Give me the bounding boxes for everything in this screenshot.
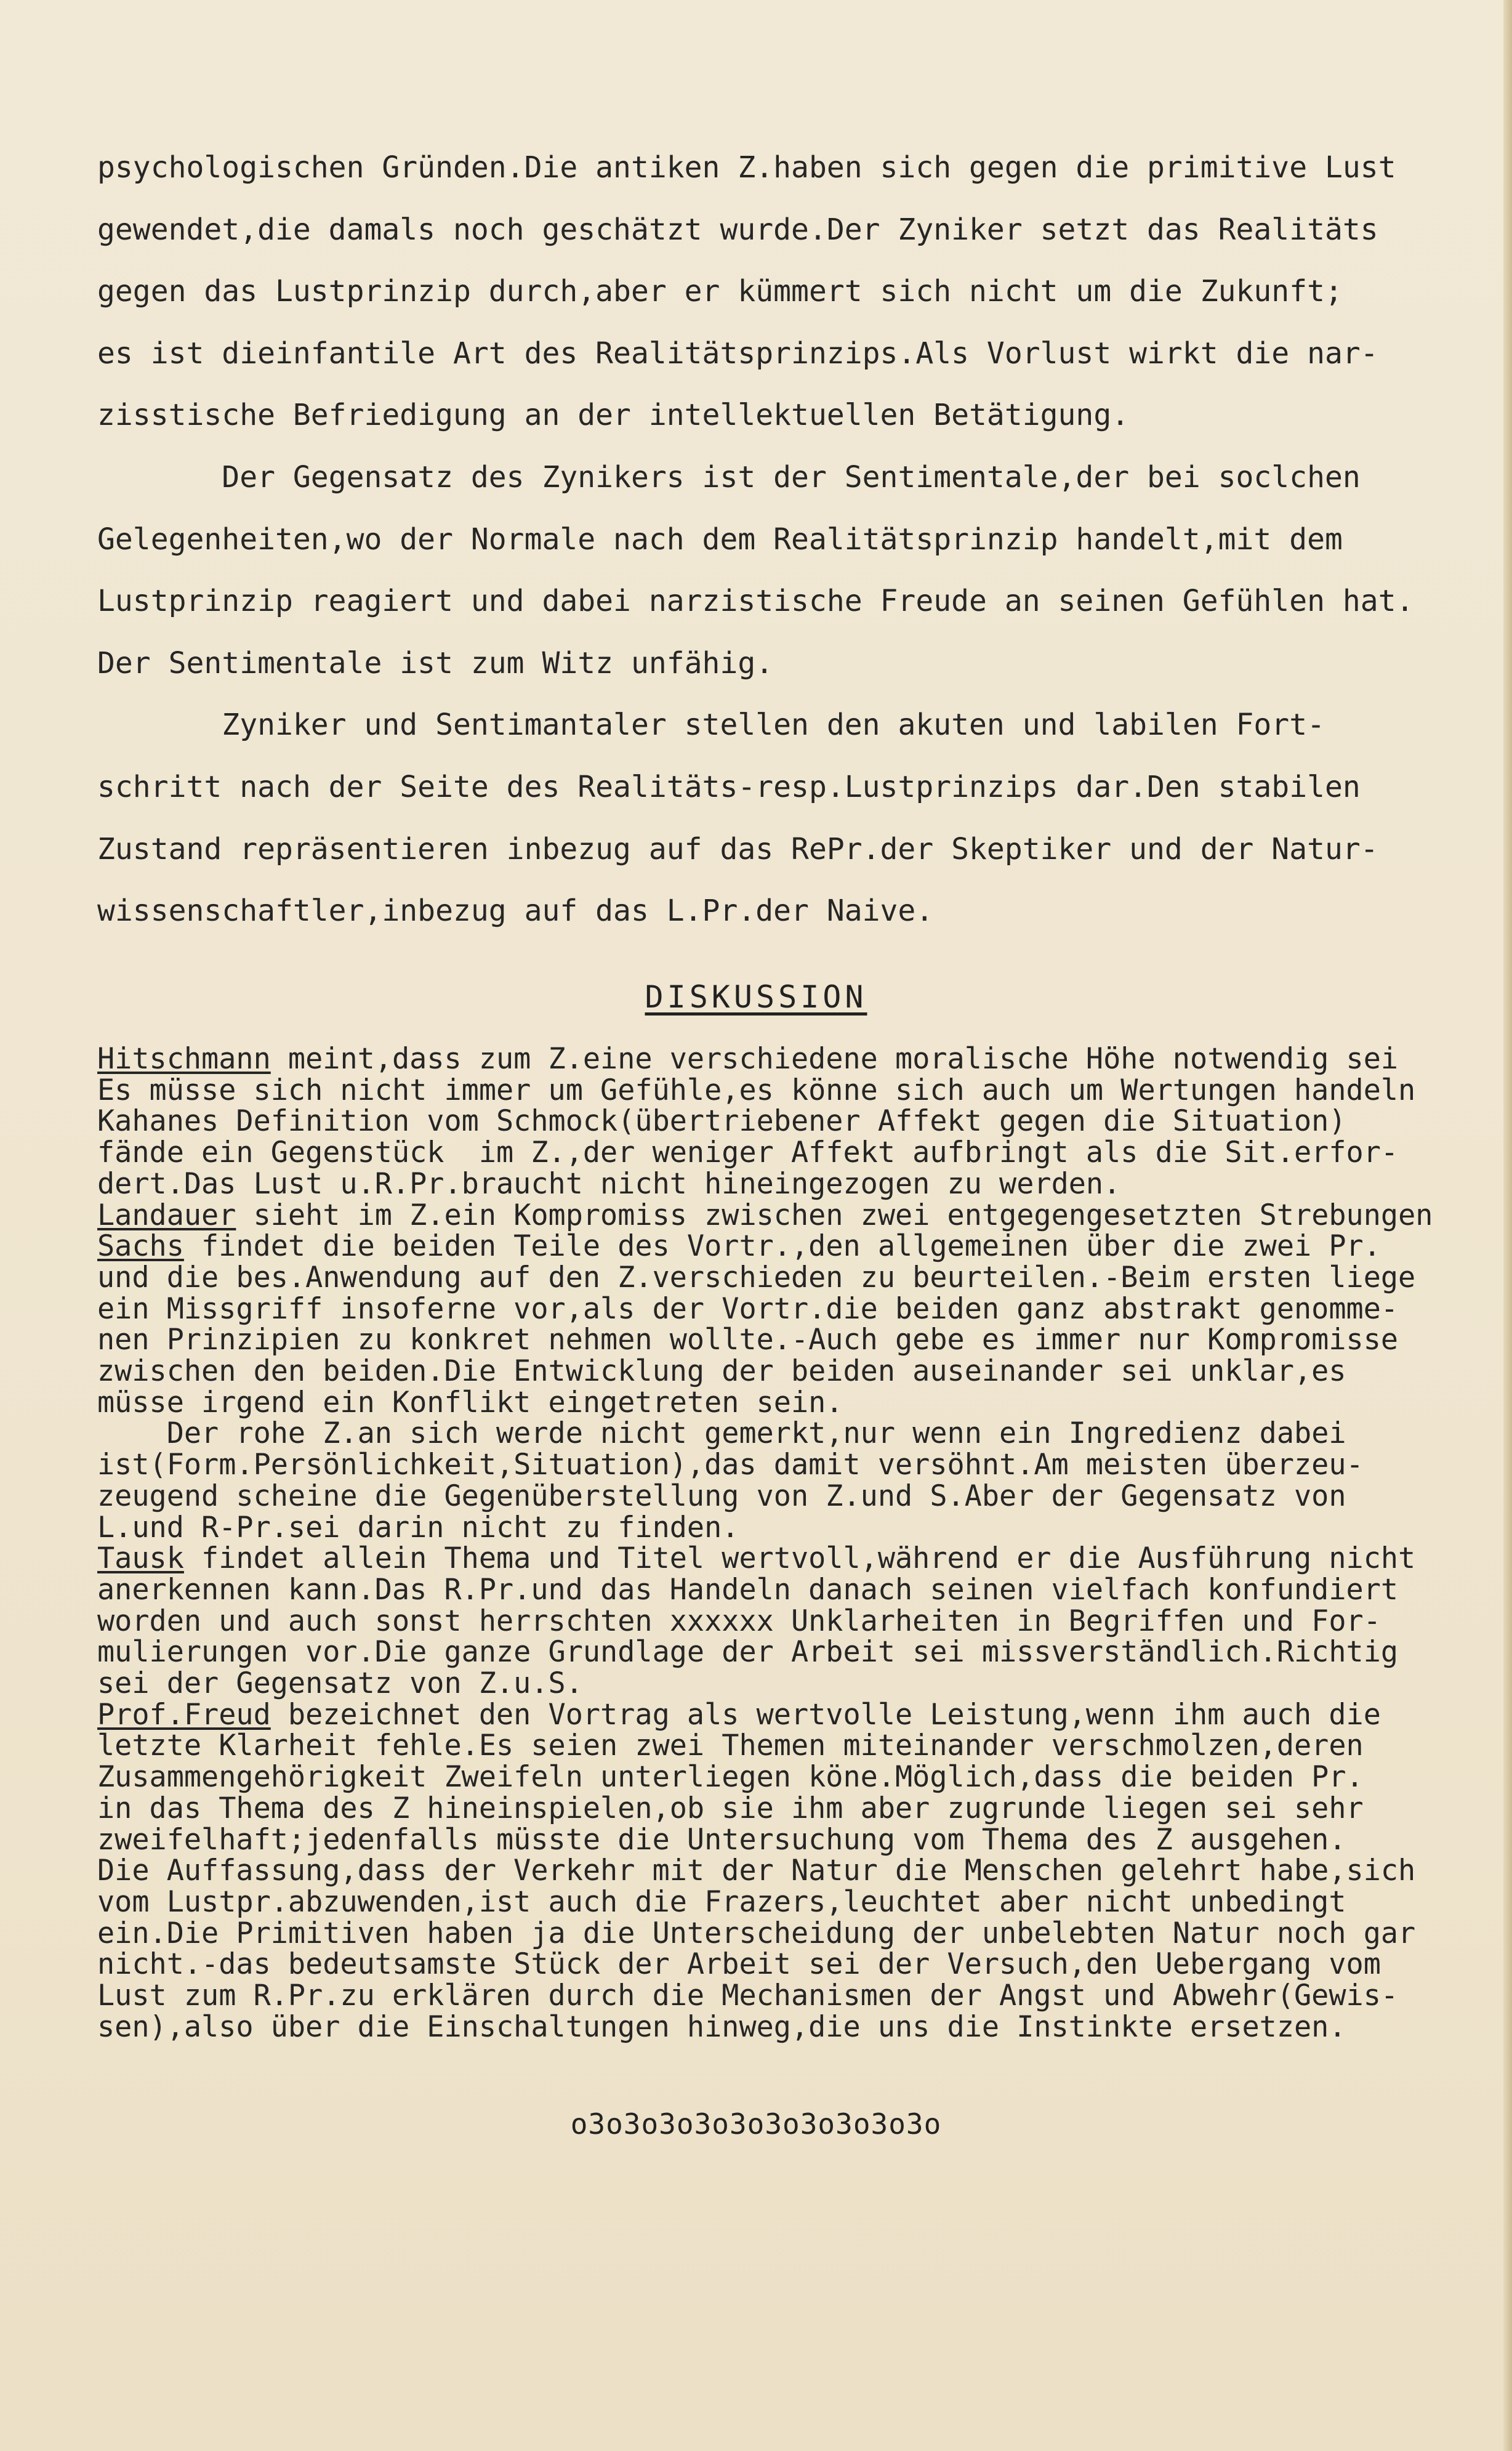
- discussion-line: [97, 1169, 1482, 1200]
- discussion-line-text: in das Thema des Z hineinspielen,ob sie ihm aber zugrunde liegen sei sehr: [97, 1791, 1364, 1825]
- text-line: Lustprinzip reagiert und dabei narzistische Freude an seinen Gefühlen hat.: [97, 584, 1414, 619]
- text-line: Zustand repräsentieren inbezug auf das RePr.der Skeptiker und der Natur-: [97, 831, 1378, 866]
- discussion-line-text: findet die beiden Teile des Vortr.,den allgemeinen über die zwei Pr.: [183, 1230, 1381, 1264]
- discussion-line-text: sei der Gegensatz von Z.u.S.: [97, 1667, 583, 1701]
- discussion-line-text: fände ein Gegenstück im Z.,der weniger Affekt aufbringt als die Sit.erfor-: [97, 1136, 1399, 1170]
- lecture-text: [97, 137, 1482, 942]
- discussion-line: [97, 1762, 1482, 1793]
- discussion-line-text: Der rohe Z.an sich werde nicht gemerkt,nur wenn ein Ingredienz dabei: [97, 1417, 1346, 1451]
- discussion-line-text: Die Auffassung,dass der Verkehr mit der Natur die Menschen gelehrt habe,sich: [97, 1854, 1416, 1888]
- discussion-line-text: ein.Die Primitiven haben ja die Unterscheidung der unbelebten Natur noch gar: [97, 1916, 1416, 1950]
- speaker-name: Sachs: [97, 1230, 184, 1264]
- discussion-line: [97, 1887, 1482, 1918]
- discussion-line-text: ein Missgriff insoferne vor,als der Vortr.die beiden ganz abstrakt genomme-: [97, 1292, 1399, 1326]
- discussion-line-text: worden und auch sonst herrschten xxxxxx Unklarheiten in Begriffen und For-: [97, 1604, 1381, 1638]
- text-line: Der Gegensatz des Zynikers ist der Sentimentale,der bei soclchen: [97, 459, 1361, 495]
- speaker-name: Hitschmann: [97, 1043, 271, 1076]
- discussion-line: [97, 1949, 1482, 1981]
- discussion-line-text: ist(Form.Persönlichkeit,Situation),das damit versöhnt.Am meisten überzeu-: [97, 1448, 1364, 1482]
- page-edge: [1503, 0, 1512, 2451]
- discussion-line-text: nen Prinzipien zu konkret nehmen wollte.-Auch gebe es immer nur Kompromisse: [97, 1323, 1399, 1357]
- discussion-line: [97, 1793, 1482, 1825]
- discussion-line-text: Zusammengehörigkeit Zweifeln unterliegen köne.Möglich,dass die beiden Pr.: [97, 1761, 1364, 1795]
- discussion-line: [97, 1294, 1482, 1325]
- text-line: es ist dieinfantile Art des Realitätsprinzips.Als Vorlust wirkt die nar-: [97, 336, 1378, 371]
- discussion-line: [97, 1418, 1482, 1450]
- discussion-line: [97, 1387, 1482, 1419]
- discussion-line-text: meint,dass zum Z.eine verschiedene moralische Höhe notwendig sei: [270, 1043, 1399, 1076]
- discussion-line: [97, 1450, 1482, 1481]
- discussion-line-text: Lust zum R.Pr.zu erklären durch die Mechanismen der Angst und Abwehr(Gewis-: [97, 1979, 1399, 2013]
- discussion-line: [97, 1700, 1482, 1731]
- discussion-line: [97, 1325, 1482, 1356]
- discussion-line: [97, 1575, 1482, 1606]
- discussion-line: [97, 1918, 1482, 1950]
- text-line: schritt nach der Seite des Realitäts-resp.Lustprinzips dar.Den stabilen: [97, 769, 1361, 804]
- text-line: gewendet,die damals noch geschätzt wurde.Der Zyniker setzt das Realitäts: [97, 212, 1378, 247]
- discussion-line: [97, 1825, 1482, 1856]
- discussion-text: [97, 1044, 1482, 2043]
- text-line: Gelegenheiten,wo der Normale nach dem Realitätsprinzip handelt,mit dem: [97, 522, 1343, 557]
- discussion-line-text: zweifelhaft;jedenfalls müsste die Untersuchung vom Thema des Z ausgehen.: [97, 1823, 1346, 1857]
- discussion-line-text: vom Lustpr.abzuwenden,ist auch die Frazers,leuchtet aber nicht unbedingt: [97, 1885, 1346, 1919]
- discussion-line: [97, 1262, 1482, 1294]
- discussion-line-text: bezeichnet den Vortrag als wertvolle Leistung,wenn ihm auch die: [270, 1698, 1381, 1732]
- discussion-line: [97, 1606, 1482, 1637]
- discussion-line-text: und die bes.Anwendung auf den Z.verschieden zu beurteilen.-Beim ersten liege: [97, 1261, 1416, 1294]
- discussion-line-text: zeugend scheine die Gegenüberstellung von Z.und S.Aber der Gegensatz von: [97, 1479, 1346, 1513]
- discussion-line: [97, 1668, 1482, 1700]
- speaker-name: Prof.Freud: [97, 1698, 271, 1732]
- discussion-line-text: sen),also über die Einschaltungen hinweg,die uns die Instinkte ersetzen.: [97, 2010, 1346, 2044]
- discussion-line: [97, 1106, 1482, 1137]
- text-line: gegen das Lustprinzip durch,aber er kümmert sich nicht um die Zukunft;: [97, 274, 1343, 309]
- text-line: zisstische Befriedigung an der intellektuellen Betätigung.: [97, 398, 1130, 433]
- discussion-line: [97, 1044, 1482, 1075]
- discussion-line-text: findet allein Thema und Titel wertvoll,während er die Ausführung nicht: [183, 1542, 1416, 1576]
- discussion-line: [97, 1512, 1482, 1544]
- speaker-name: Tausk: [97, 1542, 184, 1576]
- end-mark: o3o3o3o3o3o3o3o3o3o3o: [570, 2107, 942, 2141]
- discussion-line-text: anerkennen kann.Das R.Pr.und das Handeln danach seinen vielfach konfundiert: [97, 1573, 1399, 1607]
- discussion-line: [97, 1543, 1482, 1575]
- discussion-line-text: L.und R-Pr.sei darin nicht zu finden.: [97, 1511, 739, 1544]
- discussion-line-text: mulierungen vor.Die ganze Grundlage der Arbeit sei missverständlich.Richtig: [97, 1636, 1399, 1670]
- discussion-line: [97, 2012, 1482, 2043]
- discussion-line-text: dert.Das Lust u.R.Pr.braucht nicht hineingezogen zu werden.: [97, 1167, 1121, 1201]
- discussion-line: [97, 1637, 1482, 1668]
- discussion-line-text: nicht.-das bedeutsamste Stück der Arbeit sei der Versuch,den Uebergang vom: [97, 1948, 1381, 1982]
- discussion-line-text: Es müsse sich nicht immer um Gefühle,es könne sich auch um Wertungen handeln: [97, 1073, 1416, 1107]
- discussion-line: [97, 1481, 1482, 1512]
- discussion-line: [97, 1075, 1482, 1107]
- heading-text: DISKUSSION: [645, 979, 867, 1015]
- discussion-line: [97, 1730, 1482, 1762]
- discussion-line-text: letzte Klarheit fehle.Es seien zwei Themen miteinander verschmolzen,deren: [97, 1729, 1364, 1763]
- discussion-line: [97, 1137, 1482, 1169]
- discussion-line-text: müsse irgend ein Konflikt eingetreten sein.: [97, 1386, 843, 1419]
- section-heading: [0, 979, 1512, 1015]
- discussion-line: [97, 1855, 1482, 1887]
- discussion-line: [97, 1981, 1482, 2012]
- discussion-line-text: sieht im Z.ein Kompromiss zwischen zwei entgegengesetzten Strebungen: [236, 1198, 1433, 1232]
- speaker-name: Landauer: [97, 1198, 236, 1232]
- discussion-line-text: zwischen den beiden.Die Entwicklung der beiden auseinander sei unklar,es: [97, 1355, 1346, 1389]
- discussion-line: [97, 1231, 1482, 1262]
- discussion-line-text: Kahanes Definition vom Schmock(übertriebener Affekt gegen die Situation): [97, 1105, 1346, 1139]
- text-line: psychologischen Gründen.Die antiken Z.haben sich gegen die primitive Lust: [97, 150, 1396, 185]
- discussion-line: [97, 1356, 1482, 1387]
- discussion-line: [97, 1200, 1482, 1232]
- text-line: Zyniker und Sentimantaler stellen den akuten und labilen Fort-: [97, 708, 1325, 743]
- text-line: Der Sentimentale ist zum Witz unfähig.: [97, 645, 774, 680]
- text-line: wissenschaftler,inbezug auf das L.Pr.der Naive.: [97, 894, 934, 929]
